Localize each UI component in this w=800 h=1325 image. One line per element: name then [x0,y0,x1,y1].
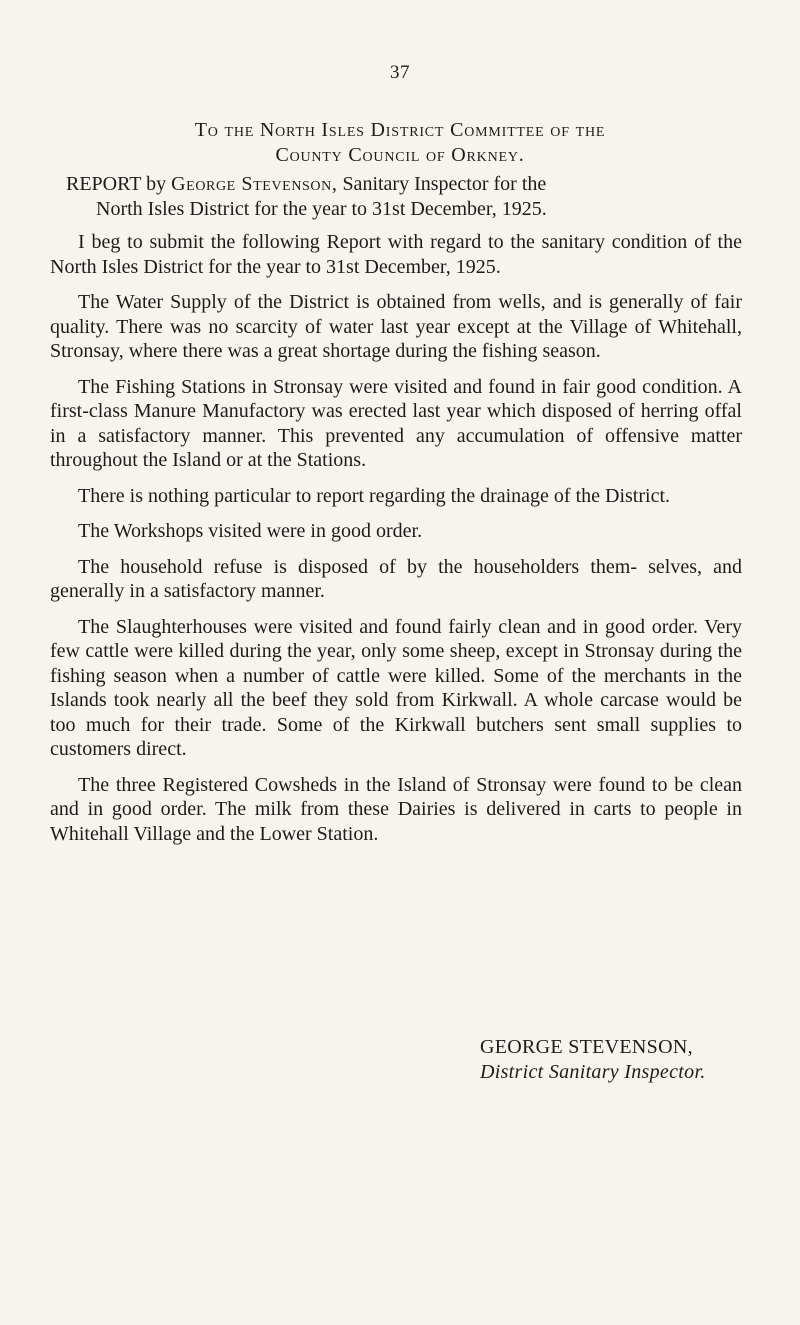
paragraph-intro: I beg to submit the following Report with regard to the sanitary condition of the North Isles District for the year to 31st December, 1925. [50,231,742,278]
report-heading-rest: Sanitary Inspector for the [342,173,547,195]
signature-name: GEORGE STEVENSON, [480,1036,693,1058]
paragraph-slaughterhouses: The Slaughterhouses were visited and found fairly clean and in good order. Very few cattle were killed during the year, only some sheep, except in Stronsay during the fishing season when a number of cattle were killed. Some of the merchants in the Islands took nearly all the beef they sold from Kirkwall. A whole carcase would be too much for their trade. Some of the Kirkwall butchers sent small supplies to customers direct. [50,615,742,760]
report-heading [66,172,742,222]
report-by: by [146,173,167,195]
report-word: REPORT [66,173,142,195]
paragraph-cowsheds: The three Registered Cowsheds in the Island of Stronsay were found to be clean and in good order. The milk from these Dairies is delivered in carts to people in Whitehall Village and the Lower Station. [50,773,742,845]
paragraph-workshops: The Workshops visited were in good order. [78,520,423,542]
address-block [0,118,800,168]
paragraph-water-supply: The Water Supply of the District is obtained from wells, and is generally of fair quality. There was no scarcity of water last year except at the Village of Whitehall, Stronsay, where there was a great shortage during the fishing season. [50,291,742,362]
report-body [50,230,742,857]
signature-block [480,1035,706,1085]
paragraph-refuse: The household refuse is disposed of by the householders them- selves, and generally in a satisfactory manner. [50,555,742,602]
paragraph-fishing-stations: The Fishing Stations in Stronsay were visited and found in fair good condition. A first-class Manure Manufactory was erected last year which disposed of herring offal in a satisfactory manner. This prevented any accumulation of offensive matter throughout the Island or at the Stations. [50,375,742,471]
address-line-1: To the North Isles District Committee of the [194,119,606,141]
signature-title: District Sanitary Inspector. [480,1061,706,1083]
paragraph-drainage: There is nothing particular to report regarding the drainage of the District. [78,484,671,507]
address-line-2: County Council of Orkney. [275,144,525,166]
page-number: 37 [390,62,410,83]
report-heading-line-2: North Isles District for the year to 31st December, 1925. [96,198,547,220]
report-author: George Stevenson, [171,173,338,195]
